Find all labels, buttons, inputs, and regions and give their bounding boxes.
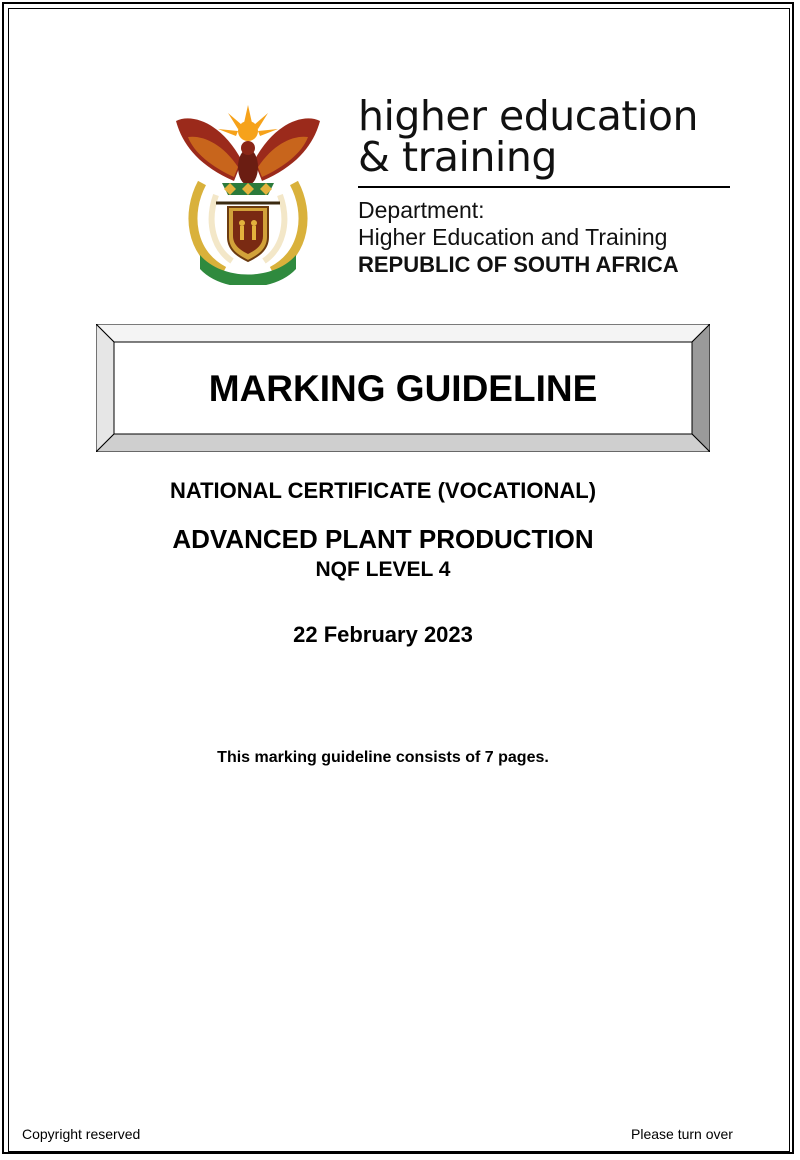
wordmark-divider	[358, 186, 730, 188]
turn-over-notice: Please turn over	[631, 1126, 733, 1142]
exam-date: 22 February 2023	[293, 622, 473, 647]
document-title: MARKING GUIDELINE	[208, 368, 598, 409]
department-label: Department:	[358, 197, 485, 223]
wordmark-line-2: & training	[358, 133, 557, 181]
nqf-level: NQF LEVEL 4	[315, 558, 451, 581]
copyright-notice: Copyright reserved	[22, 1126, 141, 1142]
sun-icon	[218, 105, 278, 141]
coat-of-arms-logo	[172, 103, 324, 285]
page-count-note: This marking guideline consists of 7 pages.	[217, 749, 549, 766]
certificate-name: NATIONAL CERTIFICATE (VOCATIONAL)	[169, 478, 597, 503]
subject-name: ADVANCED PLANT PRODUCTION	[172, 524, 594, 554]
department-wordmark	[358, 92, 698, 181]
department-name: Higher Education and Training	[358, 224, 668, 250]
department-name-block	[358, 197, 679, 278]
country-name: REPUBLIC OF SOUTH AFRICA	[358, 252, 679, 277]
wordmark-line-1: higher education	[358, 92, 698, 140]
